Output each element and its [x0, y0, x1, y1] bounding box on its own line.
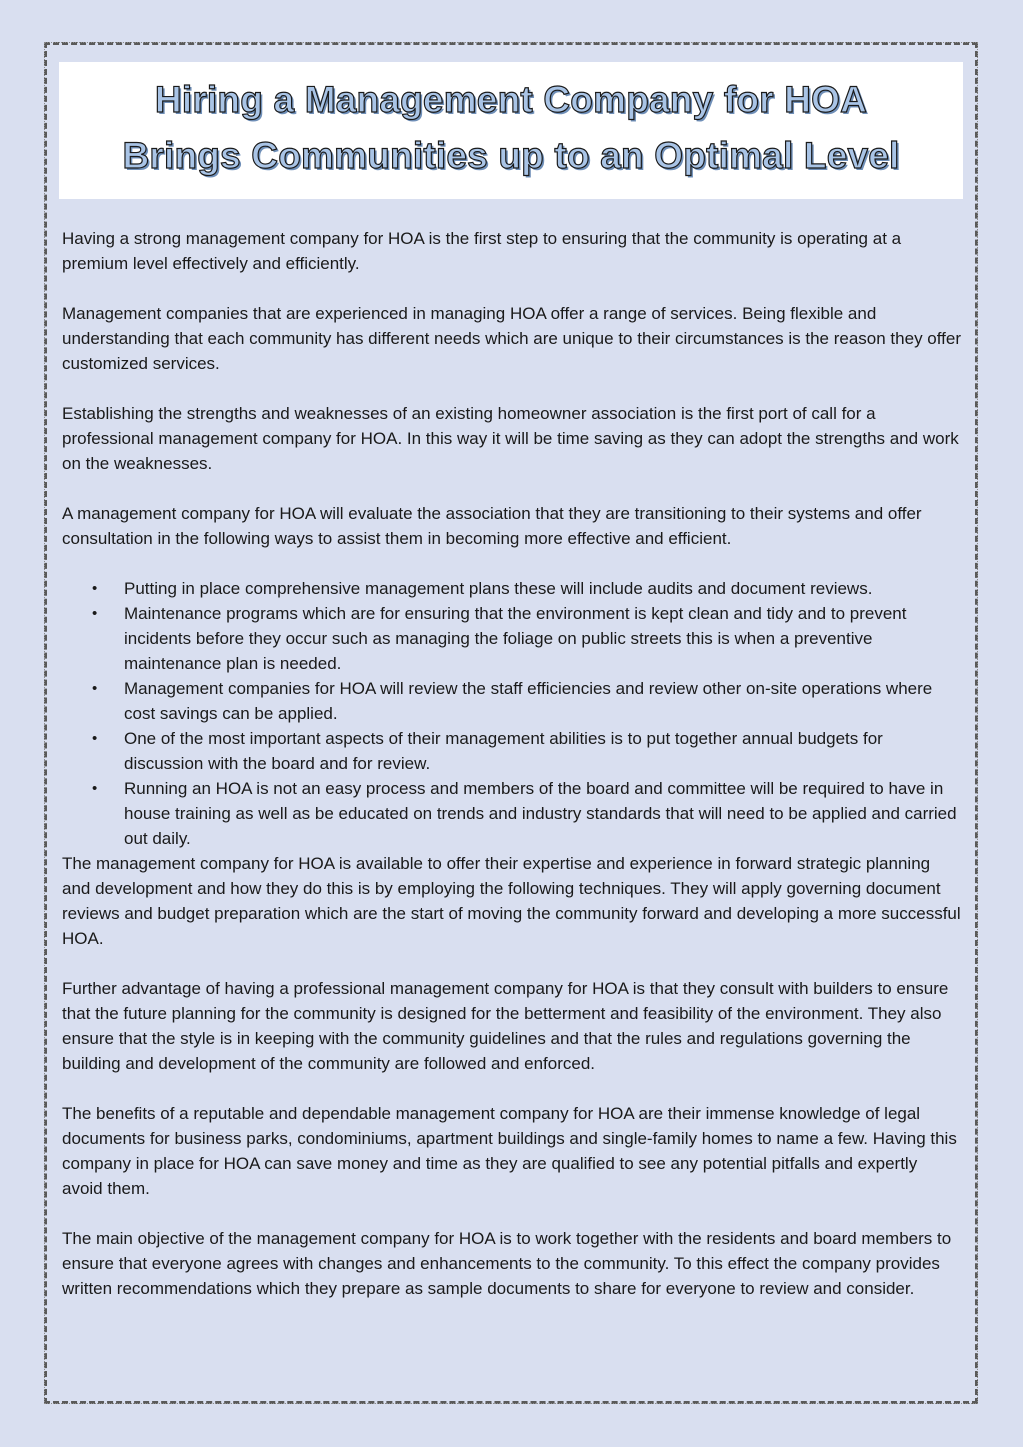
paragraph: Further advantage of having a professional management company for HOA is that they consult with builders to ensure that the future planning for the community is designed for the betterment and feasibility of the environment. They also ensure that the style is in keeping with the community guidelines and that the rules and regulations governing the building and development of the community are followed and enforced. — [62, 979, 949, 1073]
paragraph: Having a strong management company for HOA is the first step to ensuring that the community is operating at a premium level effectively and efficiently. — [62, 229, 902, 273]
bullet-icon: • — [92, 730, 98, 747]
paragraph: Establishing the strengths and weaknesses of an existing homeowner association is the first port of call for a professional management company for HOA. In this way it will be time saving as they can adopt the strengths and work on the weaknesses. — [62, 404, 959, 473]
list-item-text: One of the most important aspects of their management abilities is to put together annual budgets for discussion with the board and for review. — [124, 729, 883, 773]
paragraph: The management company for HOA is available to offer their expertise and experience in forward strategic planning and development and how they do this is by employing the following techniques. They will apply governing document reviews and budget preparation which are the start of moving the community forward and developing a more successful HOA. — [62, 854, 961, 948]
list-item — [62, 576, 962, 601]
list-item — [62, 676, 962, 726]
title-line-2: Brings Communities up to an Optimal Level — [122, 135, 900, 176]
paragraph: The benefits of a reputable and dependable management company for HOA are their immense knowledge of legal documents for business parks, condominiums, apartment buildings and single-family homes to name a few. Having this company in place for HOA can save money and time as they are qualified to see any potential pitfalls and expertly avoid them. — [62, 1104, 957, 1198]
paragraph: A management company for HOA will evaluate the association that they are transitioning to their systems and offer consultation in the following ways to assist them in becoming more effective and efficient. — [62, 504, 922, 548]
list-item — [62, 776, 962, 851]
paragraph: The main objective of the management company for HOA is to work together with the residents and board members to ensure that everyone agrees with changes and enhancements to the community. To this effect the company provides written recommendations which they prepare as sample documents to share for everyone to review and consider. — [62, 1229, 952, 1298]
bullet-icon: • — [92, 780, 98, 797]
bullet-icon: • — [92, 580, 98, 597]
document-body — [62, 226, 962, 1326]
paragraph: Management companies that are experienced in managing HOA offer a range of services. Being flexible and understanding that each community has different needs which are unique to their circumstances is the reason they offer customized services. — [62, 304, 961, 373]
bullet-icon: • — [92, 680, 98, 697]
document-title — [59, 72, 963, 184]
list-item — [62, 726, 962, 776]
list-item-text: Maintenance programs which are for ensuring that the environment is kept clean and tidy and to prevent incidents before they occur such as managing the foliage on public streets this is when a preventive maintenance plan is needed. — [124, 604, 907, 673]
bullet-list — [62, 576, 962, 851]
list-item-text: Putting in place comprehensive management plans these will include audits and document reviews. — [124, 579, 873, 598]
list-item-text: Management companies for HOA will review the staff efficiencies and review other on-site operations where cost savings can be applied. — [124, 679, 933, 723]
list-item — [62, 601, 962, 676]
list-item-text: Running an HOA is not an easy process and members of the board and committee will be required to have in house training as well as be educated on trends and industry standards that will need to be applied and carried out daily. — [124, 779, 957, 848]
title-box — [59, 62, 963, 199]
bullet-icon: • — [92, 605, 98, 622]
title-line-1: Hiring a Management Company for HOA — [154, 79, 868, 120]
